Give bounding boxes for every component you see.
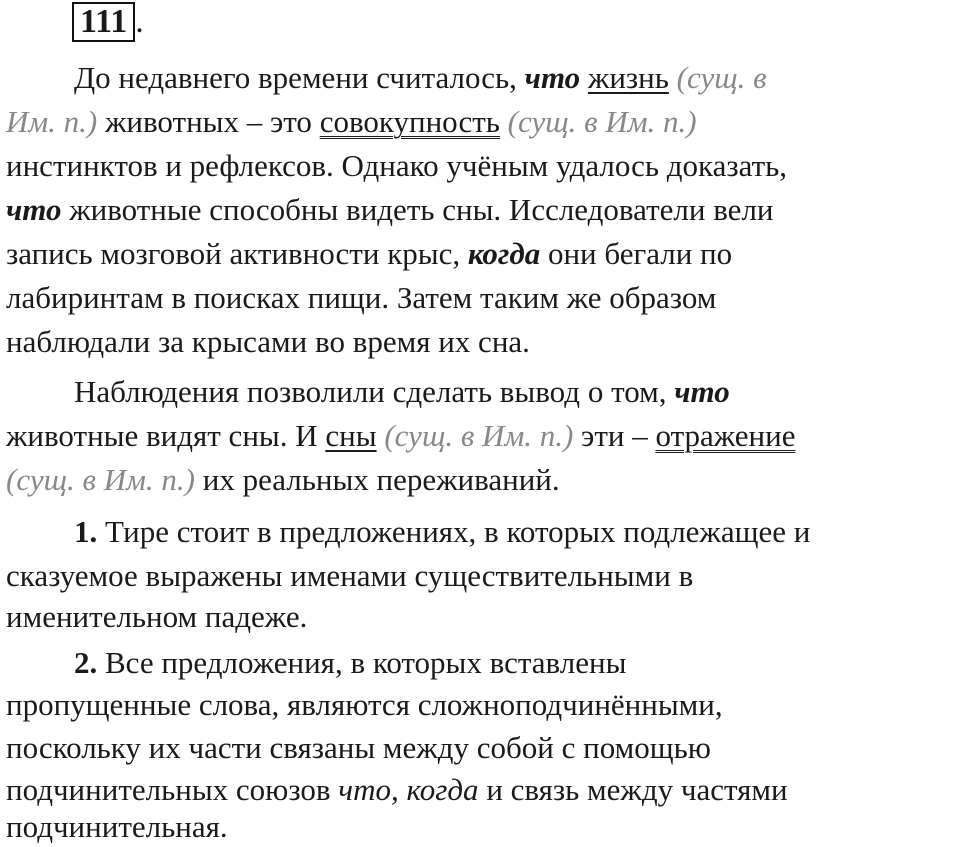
space [669, 60, 677, 95]
subject-sny: сны [325, 418, 377, 453]
answer2-line1 [74, 643, 626, 683]
annotation: (сущ. в Им. п.) [507, 104, 697, 139]
answer2-line3: поскольку их части связаны между собой с помощью [6, 730, 711, 765]
paragraph1-line2 [6, 102, 697, 142]
paragraph1-line1 [74, 58, 767, 98]
predicate-sovokupnost: совокупность [319, 104, 500, 139]
text: подчинительных союзов [6, 772, 339, 807]
text: эти – [573, 418, 656, 453]
text: их реальных переживаний. [194, 462, 560, 497]
conjunction-chto: что [524, 60, 581, 95]
answer1-line3: именительном падеже. [6, 599, 308, 634]
space [500, 104, 508, 139]
conjunction-chto: что [6, 192, 62, 227]
answer1-line2: сказуемое выражены именами существительными в [6, 558, 694, 593]
paragraph1-line5 [6, 234, 732, 274]
annotation: (сущ. в [676, 60, 767, 95]
exercise-number-dot: . [135, 3, 144, 40]
paragraph2-line2 [6, 416, 795, 456]
answer1-line1 [74, 512, 810, 552]
paragraph2-line3 [6, 460, 560, 500]
text: Тире стоит в предложениях, в которых подлежащее и [97, 514, 811, 549]
answer2-line4 [6, 770, 788, 810]
text: Наблюдения позволили сделать вывод о том, [74, 374, 675, 409]
conjunctions-italic: что, когда [338, 772, 479, 807]
exercise-number [72, 2, 144, 42]
answer2-line5: подчинительная. [6, 809, 228, 844]
conjunction-chto: что [674, 374, 730, 409]
annotation: (сущ. в Им. п.) [6, 462, 195, 497]
text: запись мозговой активности крыс, [6, 236, 468, 271]
paragraph1-line3: инстинктов и рефлексов. Однако учёным удалось доказать, [6, 148, 788, 183]
text: они бегали по [540, 236, 733, 271]
subject-zhizn: жизнь [587, 60, 669, 95]
text: и связь между частями [478, 772, 788, 807]
text: До недавнего времени считалось, [74, 60, 525, 95]
text: животные видят сны. И [6, 418, 326, 453]
answer2-line2: пропущенные слова, являются сложноподчинёнными, [6, 687, 723, 722]
text: Все предложения, в которых вставлены [97, 645, 627, 680]
text: животных – это [97, 104, 320, 139]
paragraph2-line1 [74, 372, 730, 412]
exercise-number-box: 111 [72, 2, 135, 42]
answer-number: 2. [74, 645, 98, 680]
annotation: (сущ. в Им. п.) [384, 418, 574, 453]
answer-number: 1. [74, 514, 98, 549]
text: животные способны видеть сны. Исследователи вели [61, 192, 774, 227]
space [580, 60, 588, 95]
predicate-otrazhenie: отражение [655, 418, 796, 453]
paragraph1-line4 [6, 190, 774, 230]
paragraph1-line6: лабиринтам в поисках пищи. Затем таким же образом [6, 280, 717, 315]
annotation: Им. п.) [6, 104, 98, 139]
conjunction-kogda: когда [467, 236, 541, 271]
paragraph1-line7: наблюдали за крысами во время их сна. [6, 324, 530, 359]
